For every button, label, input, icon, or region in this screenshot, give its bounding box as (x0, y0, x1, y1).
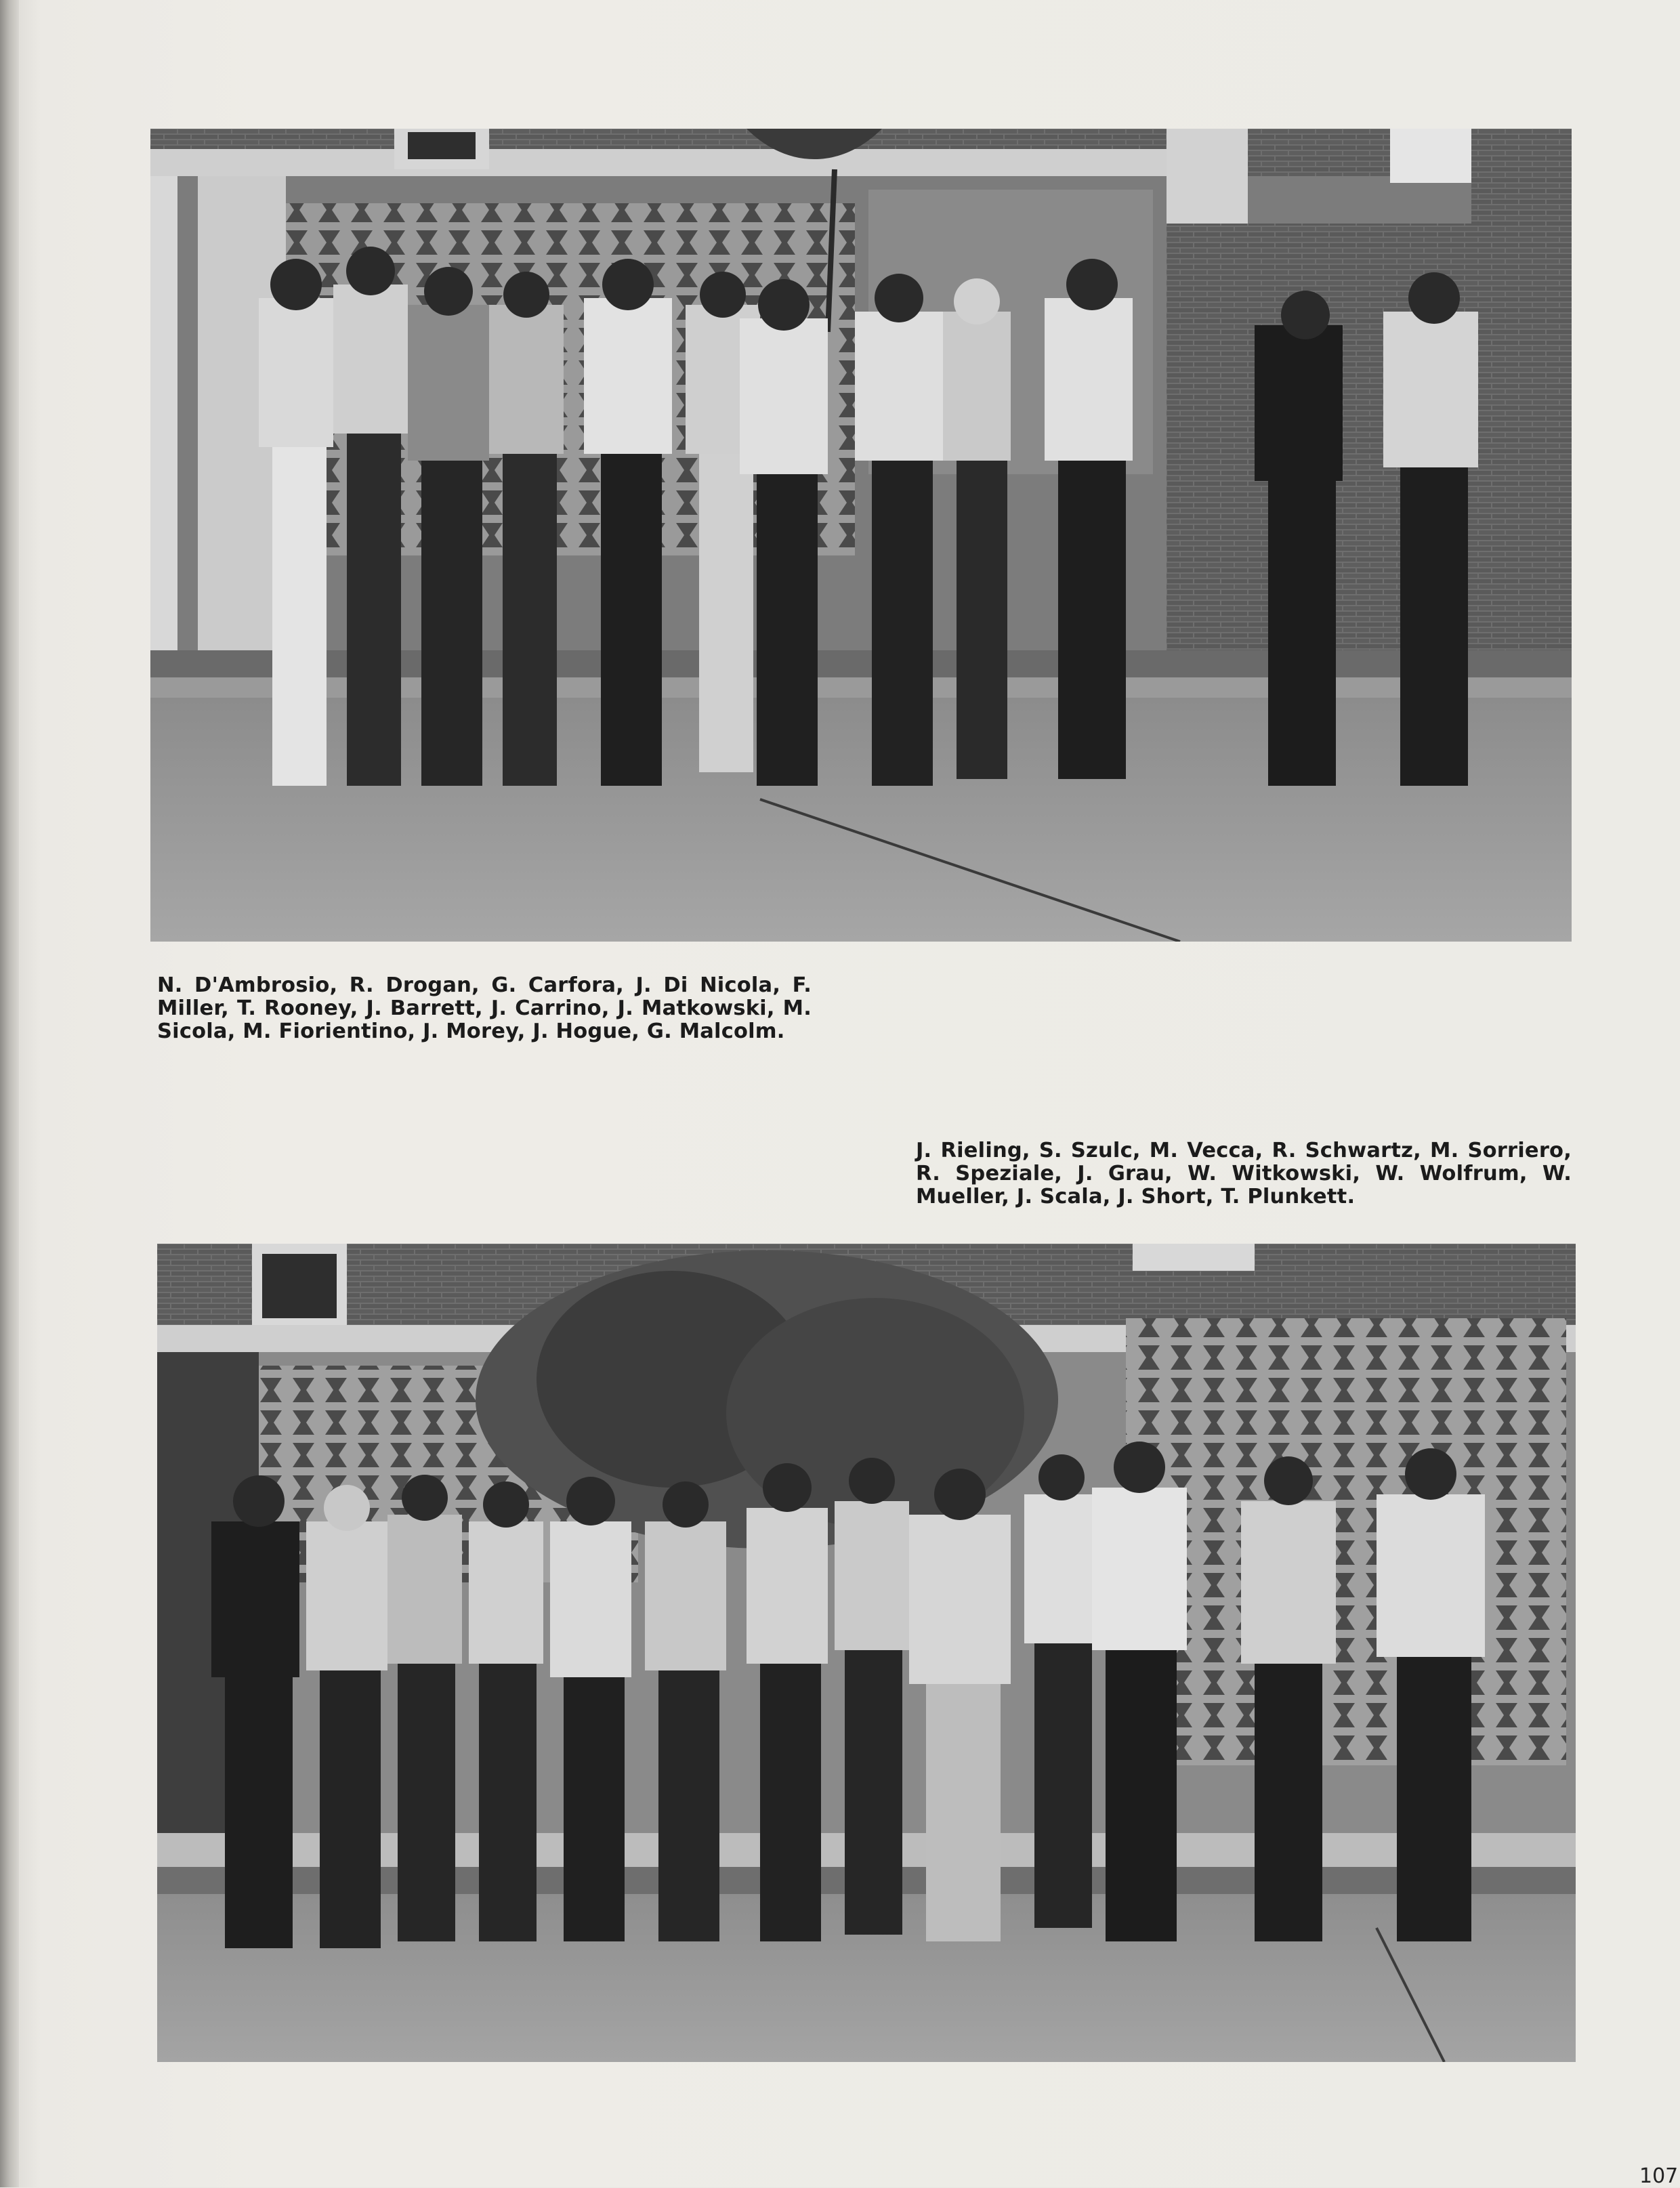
page-number: 107 (1639, 2164, 1679, 2188)
group-photo-bottom-image (157, 1244, 1576, 2062)
group-photo-top (150, 129, 1572, 942)
caption-bottom: J. Rieling, S. Szulc, M. Vecca, R. Schwartz, M. Sorriero, R. Speziale, J. Grau, W. Witkowski, W. Wolfrum, W. Mueller, J. Scala, J. Short, T. Plunkett. (916, 1139, 1572, 1208)
caption-top: N. D'Ambrosio, R. Drogan, G. Carfora, J. Di Nicola, F. Miller, T. Rooney, J. Barrett, J. Carrino, J. Matkowski, M. Sicola, M. Fiorientino, J. Morey, J. Hogue, G. Malcolm. (157, 973, 812, 1043)
group-photo-bottom (157, 1244, 1576, 2062)
group-photo-top-image (150, 129, 1572, 942)
binding-gutter (0, 0, 19, 2187)
